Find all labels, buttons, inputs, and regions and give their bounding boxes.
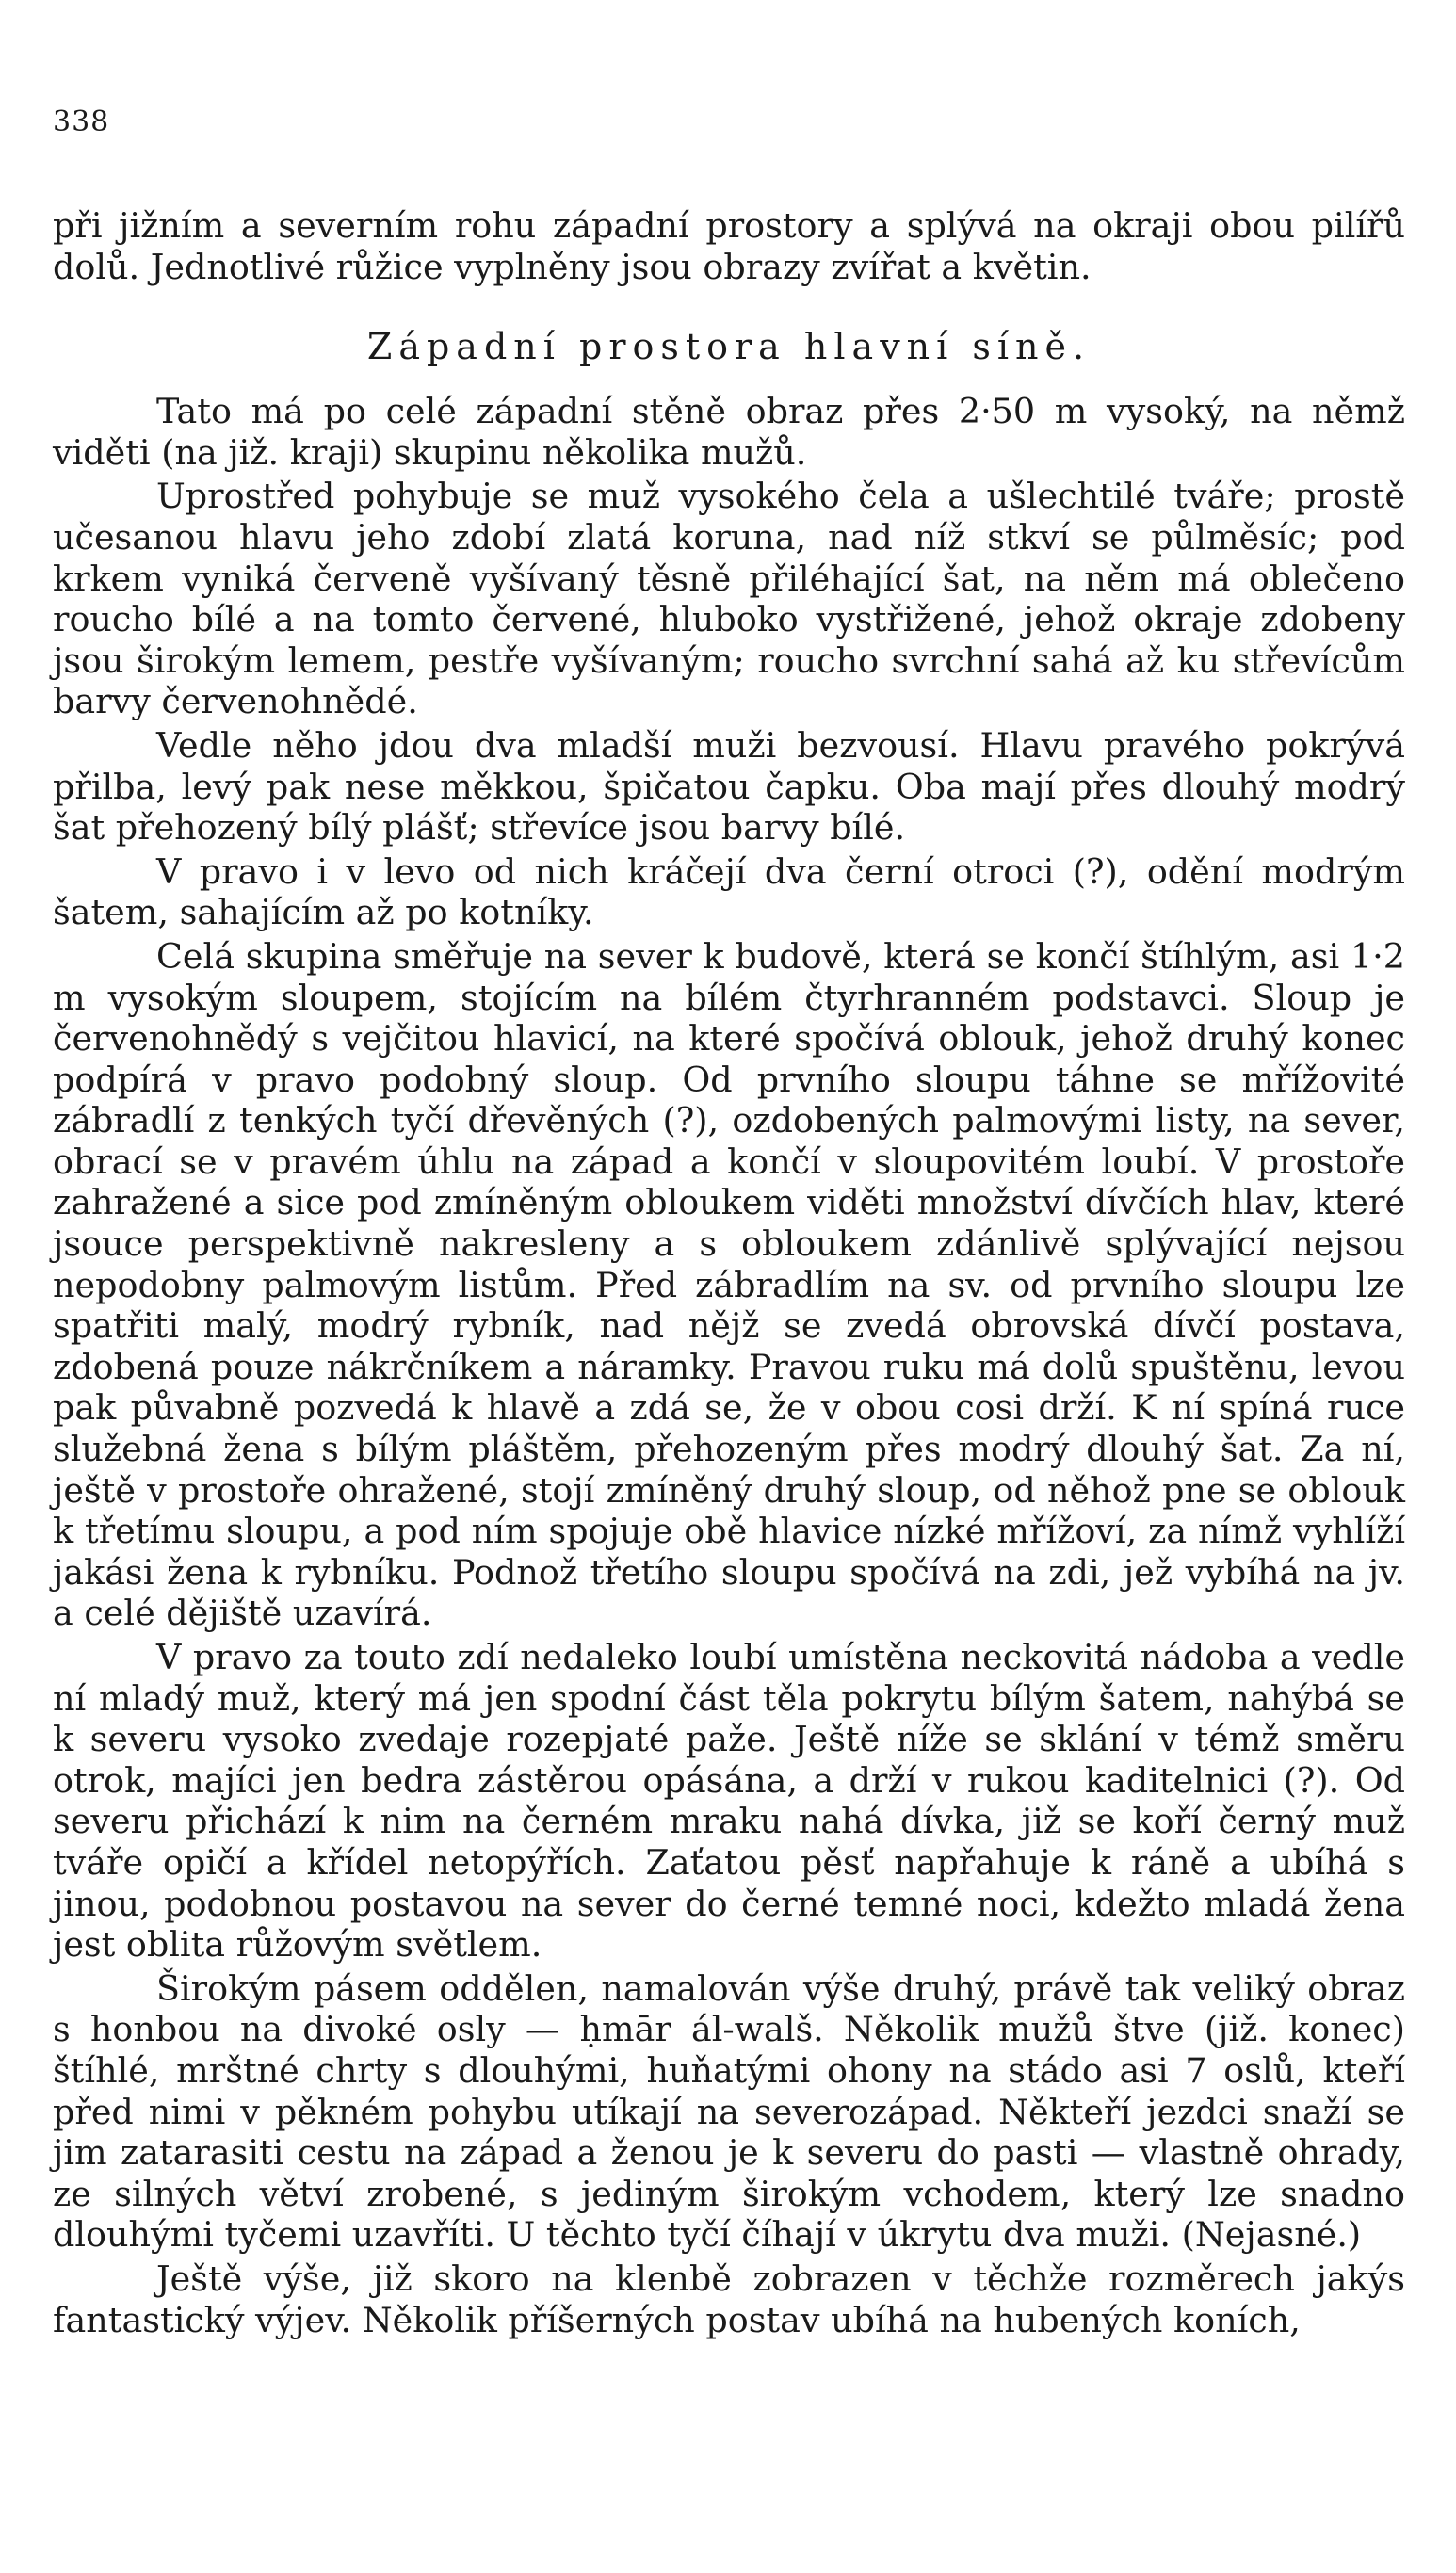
paragraph: Ještě výše, již skoro na klenbě zobrazen v těchže rozměrech jakýs fantastický výjev. Několik příšerných postav ubíhá na hubených koních, [53, 2257, 1405, 2340]
paragraph: Vedle něho jdou dva mladší muži bezvousí. Hlavu pravého pokrývá přilba, levý pak nese měkkou, špičatou čapku. Oba mají přes dlouhý modrý šat přehozený bílý plášť; střevíce jsou barvy bílé. [53, 724, 1405, 849]
paragraph: V pravo za touto zdí nedaleko loubí umístěna neckovitá nádoba a vedle ní mladý muž, který má jen spodní část těla pokrytu bílým šatem, nahýbá se k severu vysoko zvedaje rozepjaté paže. Ještě níže se sklání v témž směru otrok, majíci jen bedra zástěrou opásána, a drží v rukou kaditelnici (?). Od severu přichází k nim na černém mraku nahá dívka, již se koří černý muž tváře opičí a křídel netopýřích. Zaťatou pěsť napřahuje k ráně a ubíhá s jinou, podobnou postavou na sever do černé temné noci, kdežto mladá žena jest oblita růžovým světlem. [53, 1637, 1405, 1966]
paragraph: Širokým pásem oddělen, namalován výše druhý, právě tak veliký obraz s honbou na divoké osly — ḥmār ál-walš. Několik mužů štve (již. konec) štíhlé, mrštné chrty s dlouhými, huňatými ohony na stádo asi 7 oslů, kteří před nimi v pěkném pohybu utíkají na severozápad. Někteří jezdci snaží se jim zatarasiti cestu na západ a ženou je k severu do pasti — vlastně ohrady, ze silných větví zrobené, s jediným širokým vchodem, který lze snadno dlouhými tyčemi uzavříti. U těchto tyčí číhají v úkrytu dva muži. (Nejasné.) [53, 1967, 1405, 2256]
paragraph: Celá skupina směřuje na sever k budově, která se končí štíhlým, asi 1·2 m vysokým sloupem, stojícím na bílém čtyrhranném podstavci. Sloup je červenohnědý s vejčitou hlavicí, na které spočívá oblouk, jehož druhý konec podpírá v pravo podobný sloup. Od prvního sloupu táhne se mřížovité zábradlí z tenkých tyčí dřevěných (?), ozdobených palmovými listy, na sever, obrací se v pravém úhlu na západ a končí v sloupovitém loubí. V prostoře zahražené a sice pod zmíněným obloukem viděti množství dívčích hlav, které jsouce perspektivně nakresleny a s obloukem zdánlivě splývající nejsou nepodobny palmovým listům. Před zábradlím na sv. od prvního sloupu lze spatřiti malý, modrý rybník, nad nějž se zvedá obrovská dívčí postava, zdobená pouze nákrčníkem a náramky. Pravou ruku má dolů spuštěnu, levou pak půvabně pozvedá k hlavě a zdá se, že v obou cosi drží. K ní spíná ruce služebná žena s bílým pláštěm, přehozeným přes modrý dlouhý šat. Za ní, ještě v prostoře ohražené, stojí zmíněný druhý sloup, od něhož pne se oblouk k třetímu sloupu, a pod ním spojuje obě hlavice nízké mřížoví, za nímž vyhlíží jakási žena k rybníku. Podnož třetího sloupu spočívá na zdi, jež vybíhá na jv. a celé dějiště uzavírá. [53, 935, 1405, 1634]
section-heading-text: Západní prostora hlavní síně. [366, 326, 1092, 368]
text-body [53, 205, 1405, 2340]
paragraph: Uprostřed pohybuje se muž vysokého čela a ušlechtilé tváře; prostě učesanou hlavu jeho zdobí zlatá koruna, nad níž stkví se půlměsíc; pod krkem vyniká červeně vyšívaný těsně přiléhající šat, na něm má oblečeno roucho bílé a na tomto červené, hluboko vystřižené, jehož okraje zdobeny jsou širokým lemem, pestře vyšívaným; roucho svrchní sahá až ku střevícům barvy červenohnědé. [53, 476, 1405, 722]
page-number: 338 [53, 105, 110, 138]
paragraph: Tato má po celé západní stěně obraz přes 2·50 m vysoký, na němž viděti (na již. kraji) skupinu několika mužů. [53, 391, 1405, 473]
opening-paragraph: při jižním a severním rohu západní prostory a splývá na okraji obou pilířů dolů. Jednotlivé růžice vyplněny jsou obrazy zvířat a květin. [53, 205, 1405, 287]
section-heading [53, 325, 1405, 368]
paragraph: V pravo i v levo od nich kráčejí dva černí otroci (?), odění modrým šatem, sahajícím až po kotníky. [53, 850, 1405, 933]
